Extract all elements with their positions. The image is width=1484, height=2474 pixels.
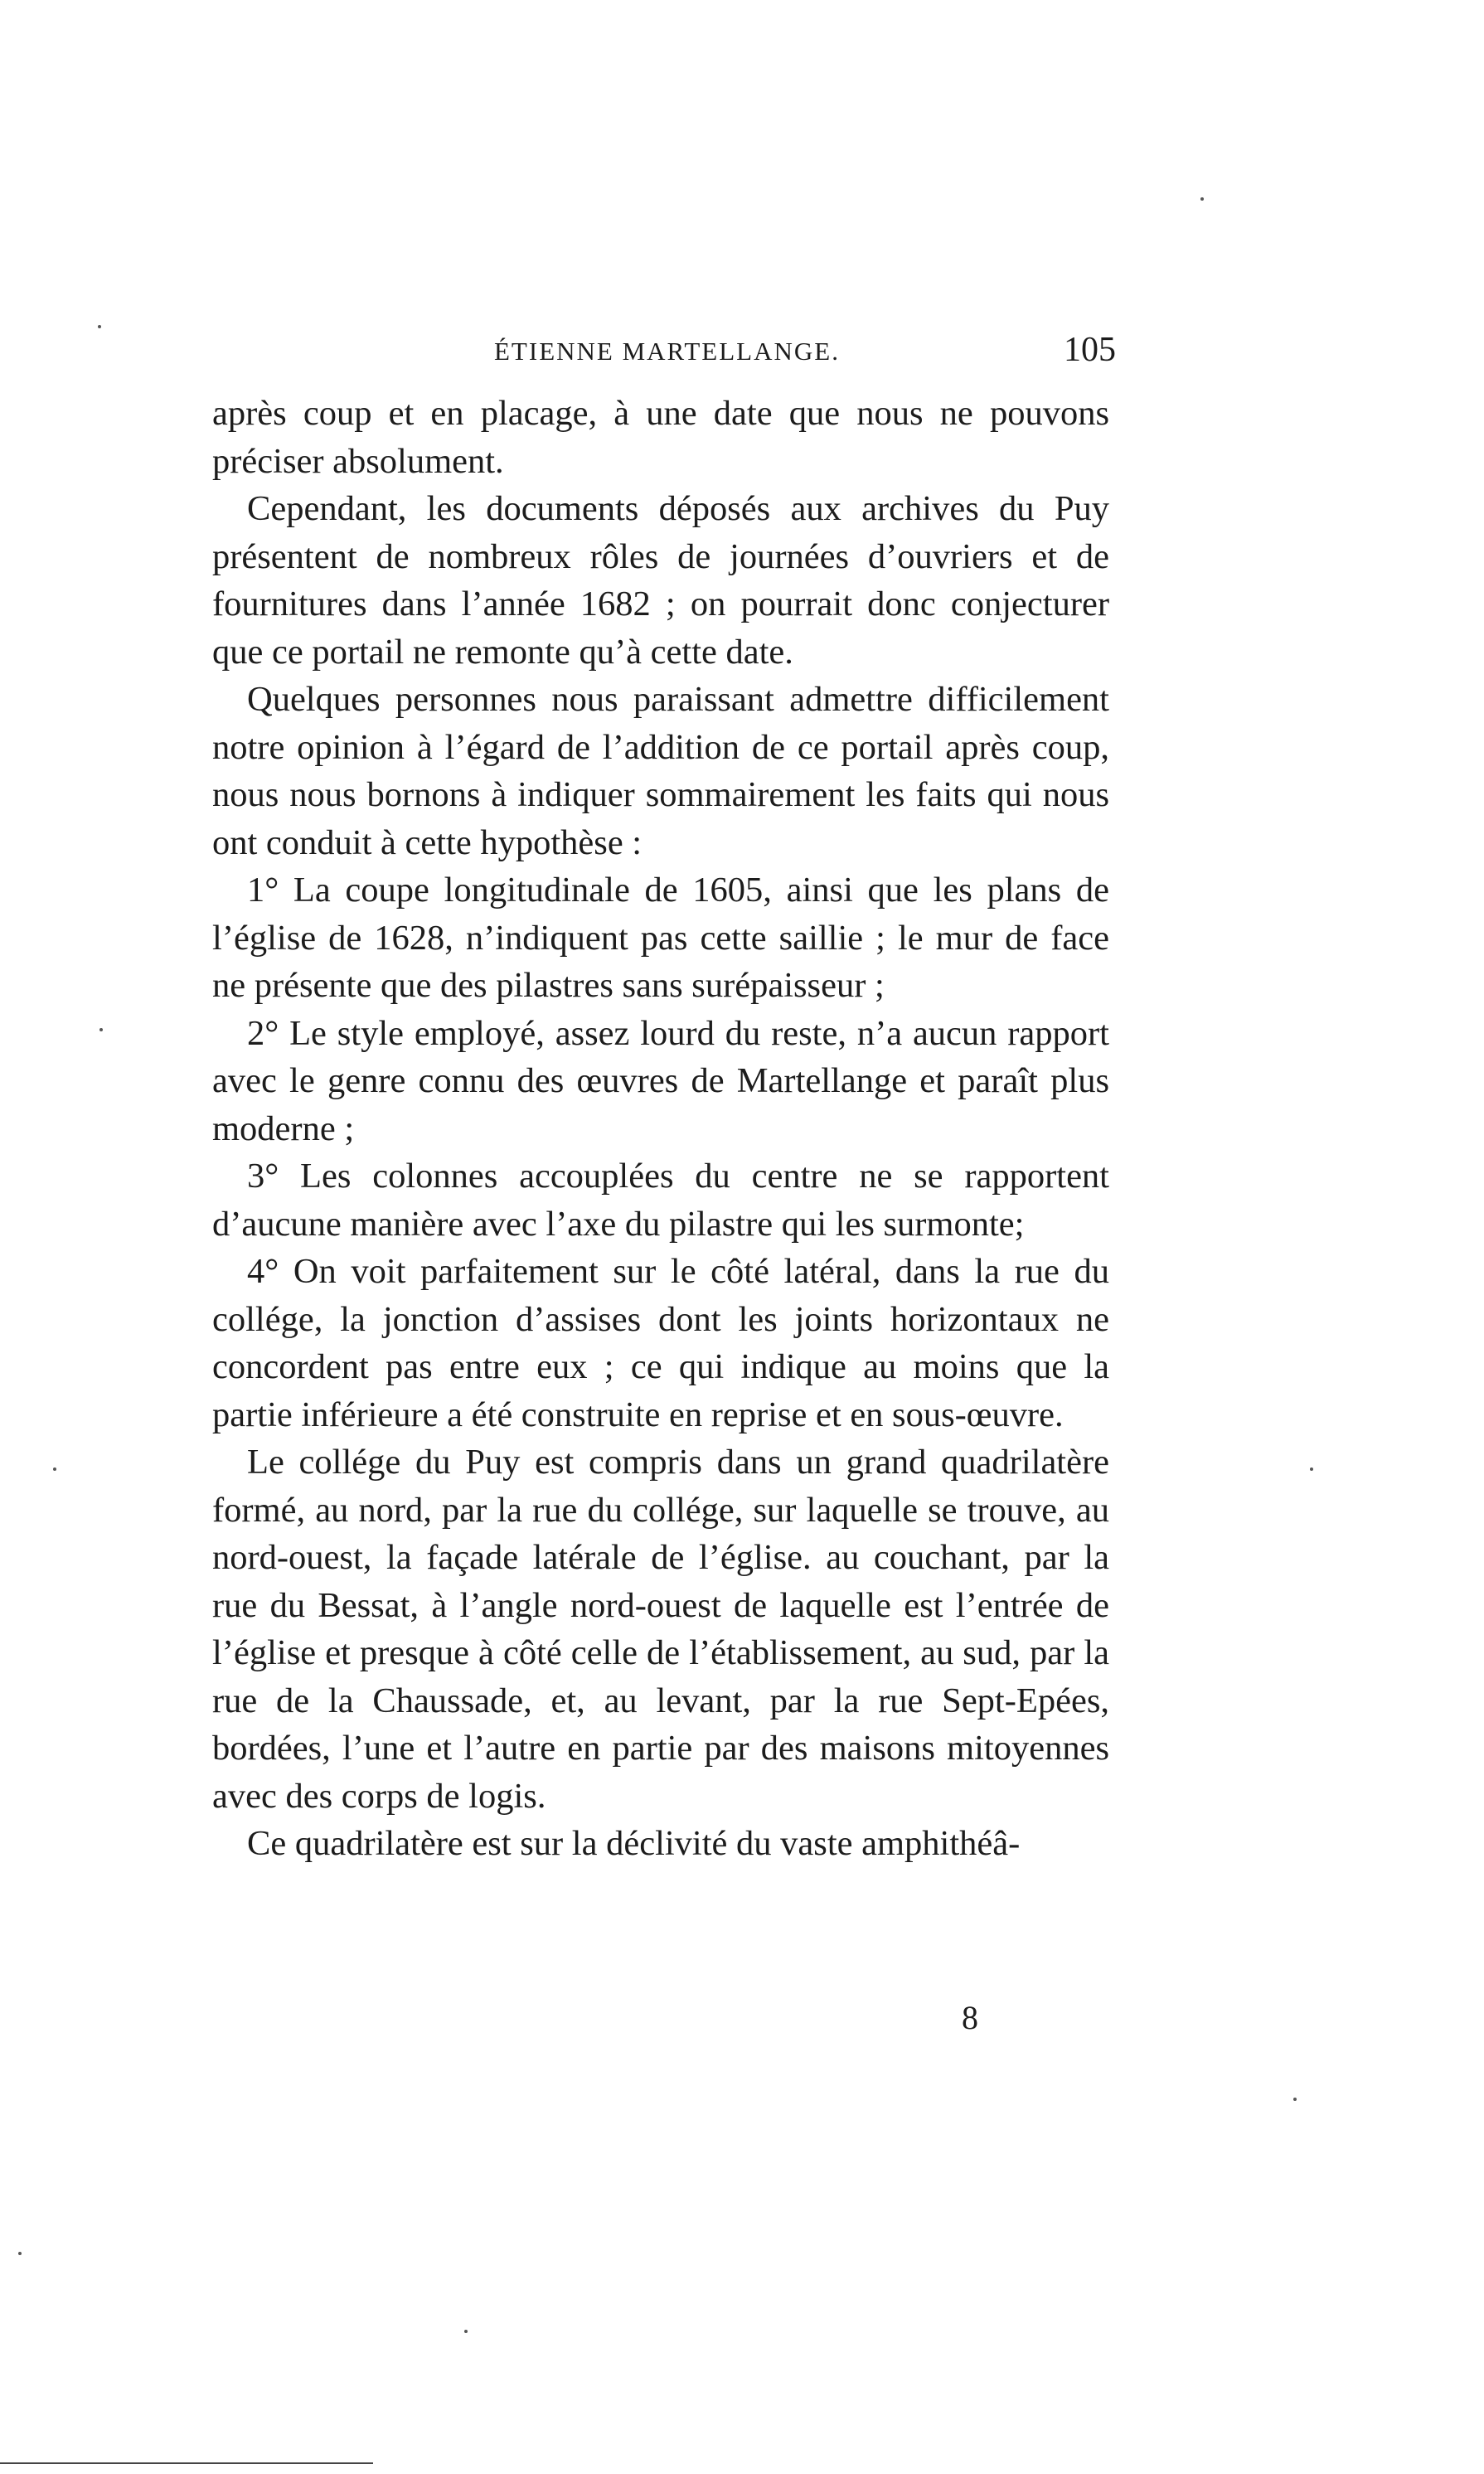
- running-title: ÉTIENNE MARTELLANGE.: [494, 337, 840, 366]
- paragraph: après coup et en placage, à une date que nous ne pouvons préciser absolument.: [212, 394, 1109, 481]
- signature-mark: 8: [962, 1999, 978, 2036]
- ink-speck: [1200, 197, 1204, 201]
- ink-speck: [53, 1467, 56, 1471]
- list-item: 1° La coupe longitudinale de 1605, ainsi que les plans de l’église de 1628, n’indiquent pas cette saillie ; le mur de face ne présente que des pilastres sans surépaisseur ;: [212, 871, 1109, 1005]
- body-text: [212, 390, 1109, 1868]
- ink-speck: [1293, 2098, 1297, 2101]
- bottom-rule: [0, 2462, 373, 2464]
- ink-speck: [99, 1028, 103, 1031]
- paragraph: Ce quadrilatère est sur la déclivité du vaste amphithéâ-: [247, 1824, 1021, 1863]
- page-number: 105: [1064, 331, 1116, 369]
- paragraph: Cependant, les documents déposés aux archives du Puy présentent de nombreux rôles de journées d’ouvriers et de fournitures dans l’année 1682 ; on pourrait donc conjecturer que ce portail ne remonte qu’à cette date.: [212, 489, 1109, 672]
- ink-speck: [18, 2252, 22, 2255]
- ink-speck: [1310, 1467, 1313, 1471]
- list-item: 4° On voit parfaitement sur le côté latéral, dans la rue du collége, la jonction d’assises dont les joints horizontaux ne concordent pas entre eux ; ce qui indique au moins que la partie inférieure a été construite en reprise et en sous-œuvre.: [212, 1252, 1109, 1434]
- list-item: 2° Le style employé, assez lourd du reste, n’a aucun rapport avec le genre connu des œuvres de Martellange et paraît plus moderne ;: [212, 1013, 1109, 1148]
- ink-speck: [98, 325, 101, 328]
- paragraph: Quelques personnes nous paraissant admettre difficilement notre opinion à l’égard de l’addition de ce portail après coup, nous nous bornons à indiquer sommairement les faits qui nous ont conduit à cette hypothèse :: [212, 680, 1109, 862]
- ink-speck: [464, 2330, 468, 2333]
- list-item: 3° Les colonnes accouplées du centre ne se rapportent d’aucune manière avec l’axe du pilastre qui les surmonte;: [212, 1157, 1109, 1244]
- paragraph: Le collége du Puy est compris dans un grand quadrilatère formé, au nord, par la rue du collége, sur laquelle se trouve, au nord-ouest, la façade latérale de l’église. au couchant, par la rue du Bessat, à l’angle nord-ouest de laquelle est l’entrée de l’église et presque à côté celle de l’établissement, au sud, par la rue de la Chaussade, et, au levant, par la rue Sept-Epées, bordées, l’une et l’autre en partie par des maisons mitoyennes avec des corps de logis.: [212, 1443, 1109, 1816]
- page-header: [212, 330, 1116, 380]
